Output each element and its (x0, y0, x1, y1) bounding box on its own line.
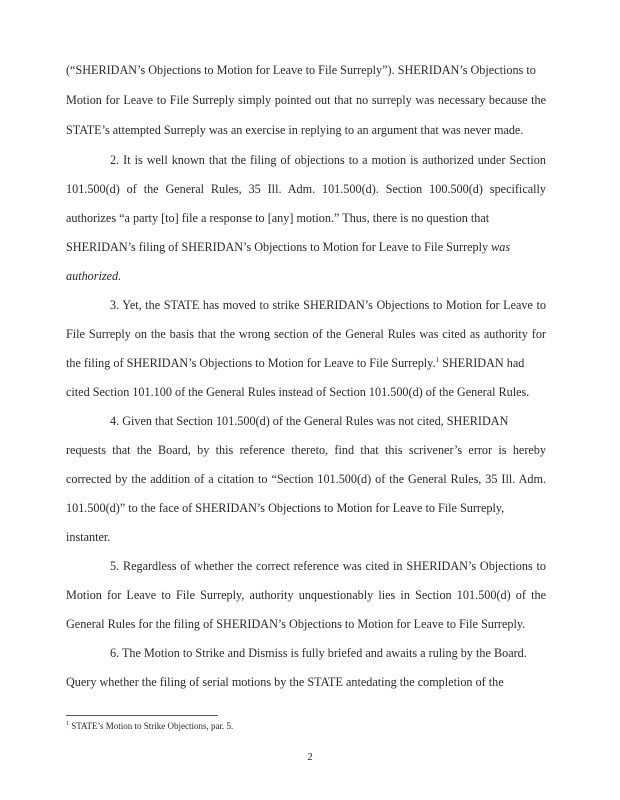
footnote-text: STATE’s Motion to Strike Objections, par. 5. (69, 721, 234, 731)
footnote-marker: 1 (66, 721, 69, 727)
page-number: 2 (307, 751, 313, 763)
emphasis-text: was (491, 240, 511, 254)
body-line (66, 355, 546, 371)
footnote-reference: 1 (435, 355, 440, 364)
footnote-divider (66, 715, 218, 716)
body-line: cited Section 101.100 of the General Rules instead of Section 101.500(d) of the General Rules. (66, 385, 530, 399)
body-line: Motion for Leave to File Surreply simply pointed out that no surreply was necessary because the (66, 93, 546, 107)
body-line: STATE’s attempted Surreply was an exercise in replying to an argument that was never made. (66, 123, 524, 137)
body-line: (“SHERIDAN’s Objections to Motion for Leave to File Surreply”). SHERIDAN’s Objections to (66, 63, 536, 77)
body-line: corrected by the addition of a citation to “Section 101.500(d) of the General Rules, 35 Ill. Adm. (66, 472, 546, 486)
body-line: Motion for Leave to File Surreply, authority unquestionably lies in Section 101.500(d) of the (66, 588, 546, 602)
body-line (66, 239, 546, 255)
body-line: 101.500(d)” to the face of SHERIDAN’s Objections to Motion for Leave to File Surreply, (66, 501, 505, 515)
paragraph-6-start: 6. The Motion to Strike and Dismiss is fully briefed and awaits a ruling by the Board. (110, 646, 527, 660)
body-line: requests that the Board, by this reference thereto, find that this scrivener’s error is hereby (66, 443, 546, 457)
body-line: authorizes “a party [to] file a response to [any] motion.” Thus, there is no question that (66, 211, 490, 225)
paragraph-4-start: 4. Given that Section 101.500(d) of the General Rules was not cited, SHERIDAN (110, 414, 509, 428)
footnote (66, 720, 233, 732)
body-line: instanter. (66, 530, 111, 544)
emphasis-line: authorized. (66, 269, 122, 283)
body-line: Query whether the filing of serial motions by the STATE antedating the completion of the (66, 675, 504, 689)
body-line: File Surreply on the basis that the wrong section of the General Rules was cited as authority for (66, 327, 546, 341)
paragraph-3-start: 3. Yet, the STATE has moved to strike SHERIDAN’s Objections to Motion for Leave to (110, 298, 546, 312)
body-text: SHERIDAN had (439, 356, 525, 370)
body-text: SHERIDAN’s filing of SHERIDAN’s Objections to Motion for Leave to File Surreply (66, 240, 489, 254)
paragraph-5-start: 5. Regardless of whether the correct reference was cited in SHERIDAN’s Objections to (110, 559, 546, 573)
body-line: 101.500(d) of the General Rules, 35 Ill. Adm. 101.500(d). Section 100.500(d) specifically (66, 182, 546, 196)
body-text: the filing of SHERIDAN’s Objections to Motion for Leave to File Surreply. (66, 356, 436, 370)
paragraph-2-start: 2. It is well known that the filing of objections to a motion is authorized under Section (110, 153, 546, 167)
body-line: General Rules for the filing of SHERIDAN’s Objections to Motion for Leave to File Surreply. (66, 617, 526, 631)
